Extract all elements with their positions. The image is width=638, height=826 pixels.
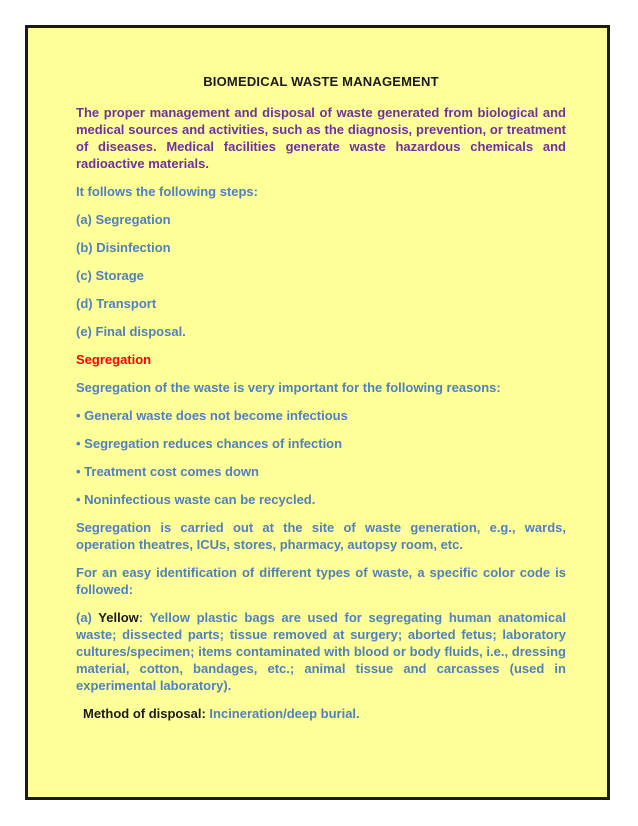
reason-item: • Noninfectious waste can be recycled. [76, 492, 316, 507]
disposal-label: Method of disposal [83, 706, 202, 721]
document-content [76, 73, 566, 733]
document-page [25, 25, 610, 800]
intro-paragraph: The proper management and disposal of waste generated from biological and medical sources and activities, such as the diagnosis, prevention, or treatment of diseases. Medical facilities generate waste hazardous chemicals and radioactive materials. [76, 105, 566, 171]
segregation-reasons-intro: Segregation of the waste is very important for the following reasons: [76, 380, 501, 395]
document-title: BIOMEDICAL WASTE MANAGEMENT [203, 74, 439, 89]
steps-intro: It follows the following steps: [76, 184, 258, 199]
step-item: (d) Transport [76, 296, 157, 311]
yellow-description: : Yellow plastic bags are used for segregating human anatomical waste; dissected parts; tissue removed at surgery; aborted fetus; laboratory cultures/specimen; items contaminated with blood or body fluids, i.e., dressing material, cotton, bandages, etc.; animal tissue and carcasses (used in experimental laboratory). [76, 610, 566, 693]
reason-item: • Treatment cost comes down [76, 464, 259, 479]
disposal-value: Incineration/deep burial. [205, 706, 360, 721]
disposal-method-line [76, 705, 566, 722]
yellow-label: Yellow [98, 610, 139, 625]
step-item: (b) Disinfection [76, 240, 171, 255]
step-item: (c) Storage [76, 268, 144, 283]
segregation-heading: Segregation [76, 352, 152, 367]
step-item: (a) Segregation [76, 212, 171, 227]
yellow-prefix: (a) [76, 610, 99, 625]
reason-item: • General waste does not become infectious [76, 408, 348, 423]
yellow-category-paragraph [76, 609, 566, 694]
color-code-paragraph: For an easy identification of different types of waste, a specific color code is followed: [76, 565, 566, 597]
disposal-colon: : [201, 706, 206, 721]
site-paragraph: Segregation is carried out at the site of waste generation, e.g., wards, operation theatres, ICUs, stores, pharmacy, autopsy room, etc. [76, 520, 566, 552]
reason-item: • Segregation reduces chances of infection [76, 436, 343, 451]
step-item: (e) Final disposal. [76, 324, 186, 339]
